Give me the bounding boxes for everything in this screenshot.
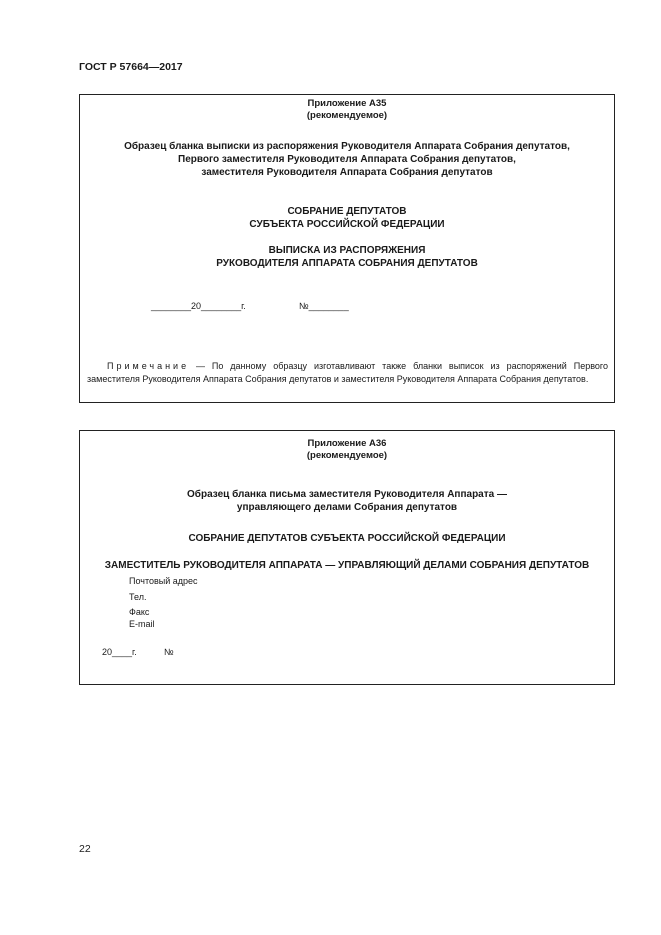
note-label: Примечание <box>107 361 190 371</box>
appendix-a35-description-line-2: Первого заместителя Руководителя Аппарата Собрания депутатов, <box>178 154 516 165</box>
appendix-a36-frame <box>79 430 615 685</box>
appendix-a36-status: (рекомендуемое) <box>306 450 388 461</box>
letter-date-field: 20____г. <box>102 647 137 657</box>
appendix-a35-frame <box>79 94 615 403</box>
postal-address-field: Почтовый адрес <box>129 576 198 586</box>
phone-field: Тел. <box>129 592 147 602</box>
appendix-a36-title: Приложение А36 <box>307 438 387 449</box>
date-field: ________20________г. <box>151 301 246 311</box>
document-header: ГОСТ Р 57664—2017 <box>79 61 183 73</box>
appendix-a35-title: Приложение А35 <box>307 98 387 109</box>
email-field: E-mail <box>129 619 155 629</box>
doc-type-line-1: ВЫПИСКА ИЗ РАСПОРЯЖЕНИЯ <box>268 245 426 256</box>
appendix-a35-note <box>87 360 608 385</box>
fax-field: Факс <box>129 607 150 617</box>
doc-type-line-2: РУКОВОДИТЕЛЯ АППАРАТА СОБРАНИЯ ДЕПУТАТОВ <box>216 258 478 269</box>
page-number: 22 <box>79 843 91 855</box>
org-name-line-2: СУБЪЕКТА РОССИЙСКОЙ ФЕДЕРАЦИИ <box>249 219 445 230</box>
position-title: ЗАМЕСТИТЕЛЬ РУКОВОДИТЕЛЯ АППАРАТА — УПРАВЛЯЮЩИЙ ДЕЛАМИ СОБРАНИЯ ДЕПУТАТОВ <box>104 560 590 571</box>
org-name: СОБРАНИЕ ДЕПУТАТОВ СУБЪЕКТА РОССИЙСКОЙ ФЕДЕРАЦИИ <box>188 533 506 544</box>
letter-number-field: № <box>164 647 174 657</box>
appendix-a36-description-line-2: управляющего делами Собрания депутатов <box>236 502 458 513</box>
appendix-a35-status: (рекомендуемое) <box>306 110 388 121</box>
appendix-a35-description-line-3: заместителя Руководителя Аппарата Собрания депутатов <box>201 167 493 178</box>
org-name-line-1: СОБРАНИЕ ДЕПУТАТОВ <box>287 206 407 217</box>
appendix-a36-description-line-1: Образец бланка письма заместителя Руководителя Аппарата — <box>187 489 507 500</box>
note-text: — По данному образцу изготавливают также бланки выписок из распоряжений Первого заместителя Руководителя Аппарата Собрания депутатов и заместителя Руководителя Аппарата Собрания депутатов. <box>87 361 608 384</box>
appendix-a35-description-line-1: Образец бланка выписки из распоряжения Руководителя Аппарата Собрания депутатов, <box>124 141 570 152</box>
number-field: №________ <box>299 301 349 311</box>
